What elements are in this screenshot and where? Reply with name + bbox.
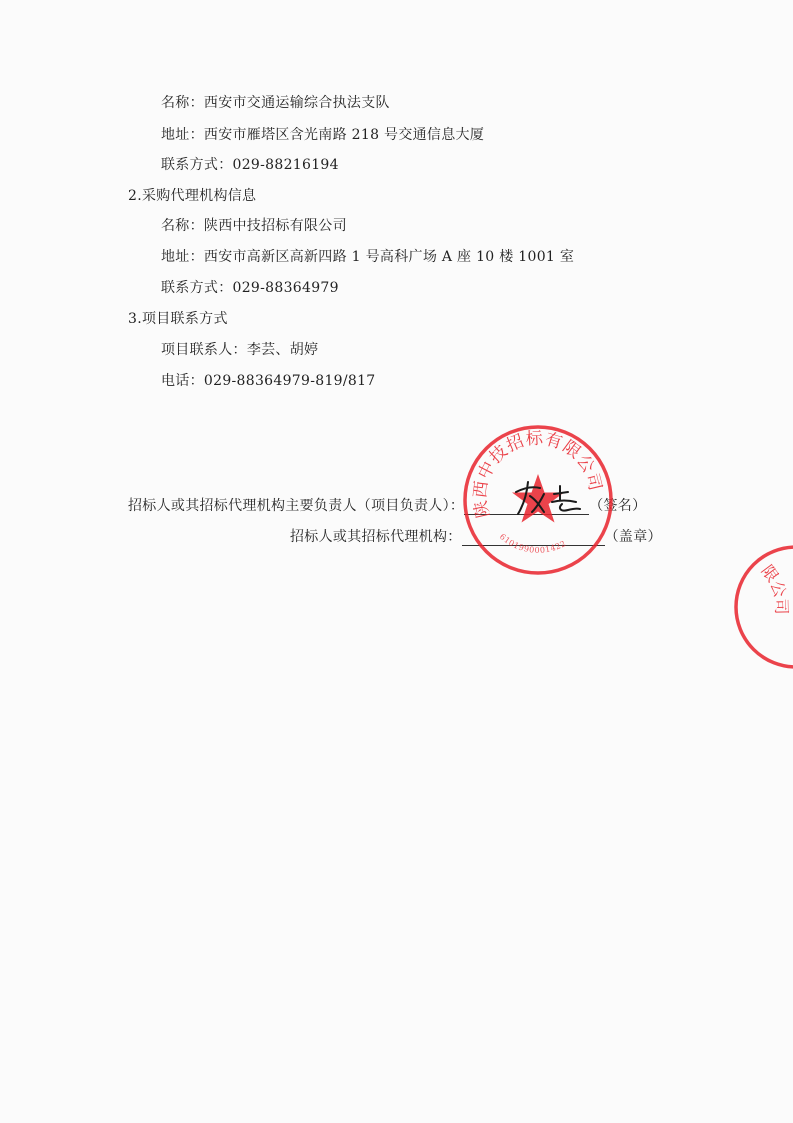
- project-contact-heading: 3.项目联系方式: [128, 311, 228, 327]
- partial-seal: [720, 545, 793, 670]
- agency-address-label: 地址：: [161, 249, 204, 265]
- partial-seal-graphic: [720, 545, 793, 670]
- sign-note: （签名）: [589, 498, 647, 514]
- agency-address-line: [161, 248, 574, 266]
- purchaser-address: 西安市雁塔区含光南路 218 号交通信息大厦: [203, 127, 485, 143]
- purchaser-address-line: [161, 126, 484, 144]
- project-persons: 李芸、胡婷: [246, 342, 319, 358]
- svg-text:6101990001422: [498, 532, 568, 555]
- seal-number: 6101990001422: [497, 531, 568, 555]
- purchaser-name-line: [161, 94, 390, 112]
- project-phone: 029-88364979-819/817: [203, 373, 376, 389]
- purchaser-address-label: 地址：: [161, 127, 204, 143]
- project-person-label: 项目联系人：: [161, 342, 247, 358]
- seal-note: （盖章）: [604, 529, 662, 545]
- agency-name: 陕西中技招标有限公司: [203, 218, 347, 234]
- purchaser-contact-label: 联系方式：: [161, 157, 233, 173]
- svg-text:限公司: [758, 561, 792, 614]
- agency-name-line: [161, 217, 347, 235]
- purchaser-contact-line: [161, 156, 339, 174]
- agency-contact: 029-88364979: [232, 280, 339, 296]
- org-label: 招标人或其招标代理机构：: [290, 529, 462, 545]
- handwritten-signature: [510, 478, 590, 518]
- seal-text: 陕西中技招标有限公司: [470, 428, 606, 520]
- purchaser-name: 西安市交通运输综合执法支队: [203, 95, 390, 111]
- responsible-label: 招标人或其招标代理机构主要负责人（项目负责人）：: [128, 498, 465, 514]
- project-phone-line: [161, 372, 376, 390]
- agency-contact-label: 联系方式：: [161, 280, 233, 296]
- agency-contact-line: [161, 279, 339, 297]
- project-person-line: [161, 341, 318, 359]
- purchaser-contact: 029-88216194: [232, 157, 339, 173]
- agency-heading: 2.采购代理机构信息: [128, 188, 257, 204]
- project-phone-label: 电话：: [161, 373, 204, 389]
- agency-name-label: 名称：: [161, 218, 204, 234]
- agency-address: 西安市高新区高新四路 1 号高科广场 A 座 10 楼 1001 室: [203, 249, 575, 265]
- signature-graphic: [510, 478, 590, 518]
- purchaser-name-label: 名称：: [161, 95, 204, 111]
- partial-seal-text: 限公司: [757, 561, 792, 615]
